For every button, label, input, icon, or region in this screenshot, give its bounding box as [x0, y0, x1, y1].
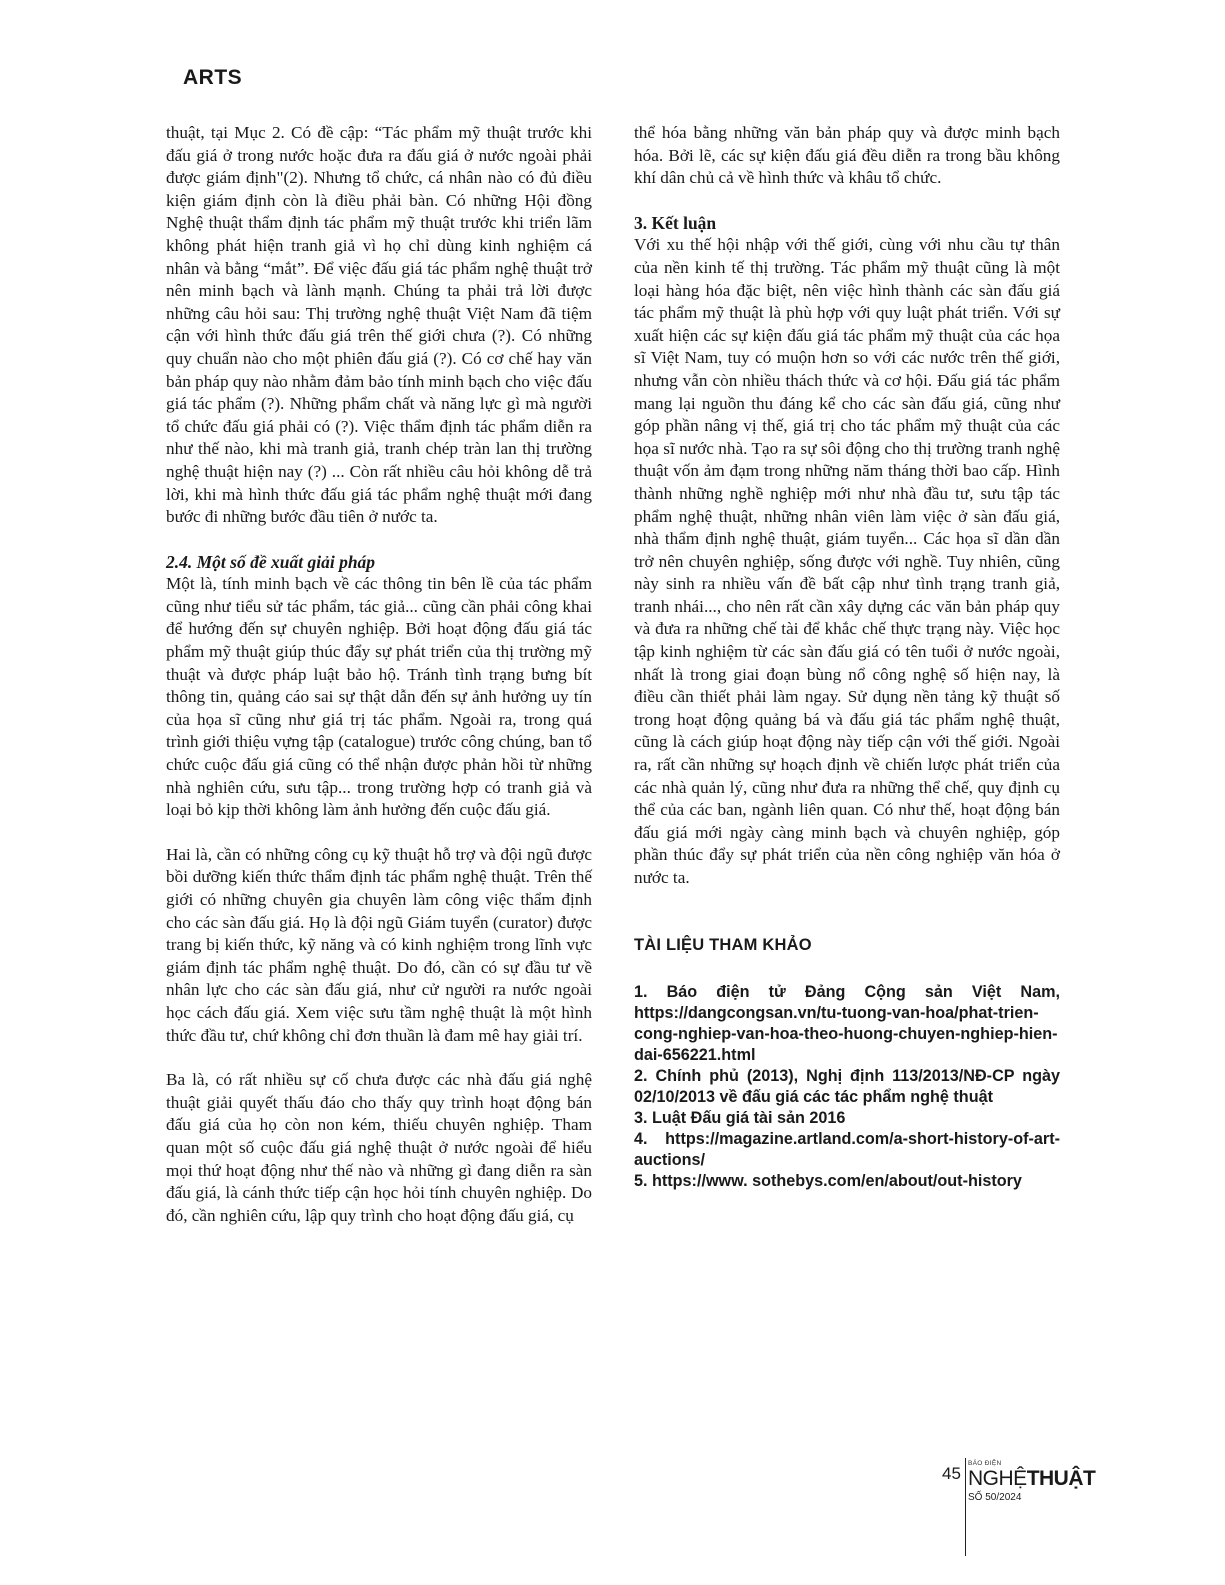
paragraph: thuật, tại Mục 2. Có đề cập: “Tác phẩm mỹ thuật trước khi đấu giá ở trong nước hoặc đưa ra đấu giá ở nước ngoài phải được giám định"(2). Nhưng tổ chức, cá nhân nào có đủ điều kiện giám định còn là điều phải bàn. Có những Hội đồng Nghệ thuật thẩm định tác phẩm mỹ thuật trước khi triển lãm không phát hiện tranh giả vì họ chỉ dùng kinh nghiệm cá nhân và bằng “mắt”. Để việc đấu giá tác phẩm nghệ thuật trở nên minh bạch và lành mạnh. Chúng ta phải trả lời được những câu hỏi sau: Thị trường nghệ thuật Việt Nam đã tiệm cận với hình thức đấu giá trên thế giới chưa (?). Có những quy chuẩn nào cho một phiên đấu giá (?). Có cơ chế hay văn bản pháp quy nào nhằm đảm bảo tính minh bạch cho việc đấu giá tác phẩm (?). Những phẩm chất và năng lực gì mà người tổ chức đấu giá phải có (?). Việc thẩm định tác phẩm diễn ra như thế nào, khi mà tranh giả, tranh chép tràn lan thị trường nghệ thuật hiện nay (?) ... Còn rất nhiều câu hỏi không dễ trả lời, khi mà hình thức đấu giá tác phẩm nghệ thuật mới đang bước đi những bước đầu tiên ở nước ta. — [166, 123, 592, 527]
paragraph: Với xu thế hội nhập với thế giới, cùng với nhu cầu tự thân của nền kinh tế thị trường. Tác phẩm mỹ thuật cũng là một loại hàng hóa đặc biệt, nên việc hình thành các sàn đấu giá tác phẩm mỹ thuật là phù hợp với quy luật phát triển. Với sự xuất hiện các sự kiện đấu giá tác phẩm mỹ thuật của các họa sĩ Việt Nam, tuy có muộn hơn so với các nước trên thế giới, nhưng vẫn còn nhiều thách thức và cơ hội. Đấu giá tác phẩm mang lại nguồn thu đáng kể cho các sàn đấu giá, cũng như góp phần nâng vị thế, giá trị cho tác phẩm mỹ thuật của các họa sĩ nước nhà. Tạo ra sự sôi động cho thị trường tranh nghệ thuật vốn ảm đạm trong những năm tháng thời bao cấp. Hình thành những nghề nghiệp mới như nhà đầu tư, sưu tập tác phẩm nghệ thuật, những nhân viên làm việc ở sàn đấu giá, nhà thẩm định nghệ thuật, giám tuyển... Các họa sĩ dần dần trở nên chuyên nghiệp, sống được với nghề. Tuy nhiên, cũng này sinh ra nhiều vấn đề bất cập như tình trạng tranh giả, tranh nhái..., cho nên rất cần xây dựng các văn bản pháp quy và đưa ra những chế tài để khắc chế thực trạng này. Việc học tập kinh nghiệm từ các sàn đấu giá có tên tuổi ở nước ngoài, nhất là trong giai đoạn bùng nổ công nghệ số hiện nay, là điều cần thiết phải làm ngay. Sử dụng nền tảng kỹ thuật số trong hoạt động quảng bá và đấu giá tác phẩm nghệ thuật, cũng là cách giúp hoạt động này tiếp cận với thế giới. Ngoài ra, rất cần những sự hoạch định về chiến lược phát triển của các nhà quản lý, cũng như đưa ra những thể chế, quy định cụ thể của các ban, ngành liên quan. Có như thế, hoạt động bán đấu giá mới ngày càng minh bạch và chuyên nghiệp, góp phần thúc đẩy sự phát triển của nền công nghiệp văn hóa ở nước ta. — [634, 235, 1060, 887]
section-heading: 3. Kết luận — [634, 212, 717, 233]
page-number: 45 — [942, 1464, 961, 1483]
reference-item: 1. Báo điện tử Đảng Cộng sản Việt Nam, https://dangcongsan.vn/tu-tuong-van-hoa/phat-trien-cong-nghiep-van-hoa-theo-huong-chuyen-nghiep-hien-dai-656221.html — [634, 983, 1060, 1065]
paragraph: Hai là, cần có những công cụ kỹ thuật hỗ trợ và đội ngũ được bồi dưỡng kiến thức thẩm định tác phẩm nghệ thuật. Trên thế giới có những chuyên gia chuyên làm công việc thẩm định cho các sàn đấu giá. Họ là đội ngũ Giám tuyển (curator) được trang bị kiến thức, kỹ năng và có kinh nghiệm trong lĩnh vực giám định tác phẩm nghệ thuật. Do đó, cần có sự đầu tư về nhân lực cho các sàn đấu giá, như cử người ra nước ngoài học cách đấu giá. Xem việc sưu tầm nghệ thuật là một hình thức đầu tư, chứ không chỉ đơn thuần là đam mê hay giải trí. — [166, 844, 592, 1045]
paragraph: Ba là, có rất nhiều sự cố chưa được các nhà đấu giá nghệ thuật giải quyết thấu đáo cho thấy quy trình hoạt động bán đấu giá của họ còn non kém, thiếu chuyên nghiệp. Tham quan một số cuộc đấu giá nghệ thuật ở nước ngoài để hiểu mọi thứ hoạt động như thế nào và những gì đang diễn ra sàn đấu giá, là cánh thức tiếp cận học hỏi tính chuyên nghiệp. Do đó, cần nghiên cứu, lập quy trình cho hoạt động đấu giá, cụ — [166, 1070, 592, 1225]
reference-item: 5. https://www. sothebys.com/en/about/out-history — [634, 1172, 1022, 1191]
logo-wordmark — [968, 1468, 1118, 1490]
left-column — [166, 122, 592, 1227]
reference-item: 3. Luật Đấu giá tài sản 2016 — [634, 1109, 846, 1128]
footer-divider — [965, 1458, 966, 1556]
references-list — [634, 982, 1060, 1192]
section-header: ARTS — [183, 66, 243, 89]
paragraph: thể hóa bằng những văn bản pháp quy và được minh bạch hóa. Bởi lẽ, các sự kiện đấu giá đều diễn ra trong bầu không khí dân chủ cả về hình thức và khâu tổ chức. — [634, 123, 1060, 188]
reference-item: 2. Chính phủ (2013), Nghị định 113/2013/NĐ-CP ngày 02/10/2013 về đấu giá các tác phẩm nghệ thuật — [634, 1067, 1060, 1107]
magazine-logo — [968, 1460, 1118, 1503]
reference-item: 4. https://magazine.artland.com/a-short-history-of-art-auctions/ — [634, 1130, 1060, 1170]
paragraph: Một là, tính minh bạch về các thông tin bên lề của tác phẩm cũng như tiểu sử tác phẩm, tác giả... cũng cần phải công khai để hướng đến sự chuyên nghiệp. Bởi hoạt động đấu giá tác phẩm mỹ thuật giúp thúc đẩy sự phát triển của thị trường mỹ thuật và được pháp luật bảo hộ. Tránh tình trạng bưng bít thông tin, quảng cáo sai sự thật dẫn đến sự ảnh hưởng uy tín của họa sĩ cũng như giá trị tác phẩm. Ngoài ra, trong quá trình giới thiệu vựng tập (catalogue) trước công chúng, ban tổ chức cuộc đấu giá cũng có thể nhận được phản hồi từ những nhà nghiên cứu, sưu tập... trong trường hợp có tranh giả và loại bỏ kịp thời không làm ảnh hưởng đến cuộc đấu giá. — [166, 574, 592, 820]
logo-small-text: BÁO ĐIỆN — [968, 1460, 1002, 1467]
right-column — [634, 122, 1060, 1192]
logo-light: NGHỆ — [968, 1467, 1027, 1490]
logo-bold: THUẬT — [1026, 1467, 1096, 1490]
issue-number: SỐ 50/2024 — [968, 1492, 1022, 1503]
section-heading: 2.4. Một số đề xuất giải pháp — [166, 551, 376, 572]
references-title: TÀI LIỆU THAM KHẢO — [634, 935, 812, 954]
